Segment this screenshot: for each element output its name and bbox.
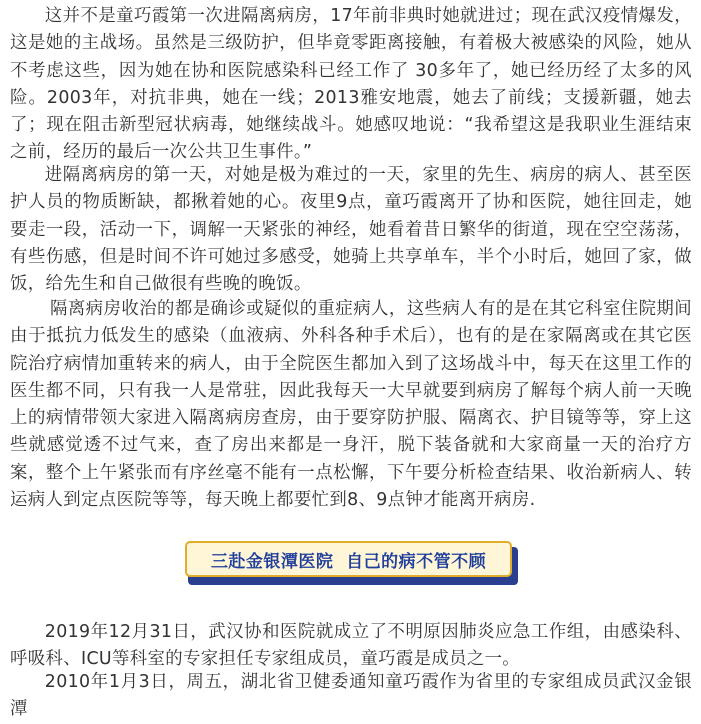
section-heading: 三赴金银潭医院 自己的病不管不顾 [210, 551, 487, 572]
paragraph: 进隔离病房的第一天，对她是极为难过的一天，家里的先生、病房的病人、甚至医护人员的物质断缺，都揪着她的心。夜里9点，童巧霞离开了协和医院，她往回走，她要走一段，活动一下，调解一天紧张的神经，她看着昔日繁华的街道，现在空空荡荡，有些伤感，但是时间不许可她过多感受，她骑上共享单车，半个小时后，她回了家，做饭，给先生和自己做很有些晚的晚饭。 [10, 165, 692, 295]
paragraph: 2019年12月31日，武汉协和医院就成立了不明原因肺炎应急工作组，由感染科、呼吸科、ICU等科室的专家担任专家组成员，童巧霞是成员之一。 [10, 622, 692, 670]
paragraph: 这并不是童巧霞第一次进隔离病房，17年前非典时她就进过；现在武汉疫情爆发，这是她的主战场。虽然是三级防护，但毕竟零距离接触，有着极大被感染的风险，她从不考虑这些，因为她在协和医院感染科已经工作了 30多年了，她已经历经了太多的风险。2003年，对抗非典，她在一线；2013雅安地震，她去了前线；支援新疆，她去了；现在阻击新型冠状病毒，她继续战斗。她感叹地说：“我希望这是我职业生涯结束之前，经历的最后一次公共卫生事件。” [10, 6, 692, 163]
section-heading-box [185, 541, 512, 577]
paragraph: 隔离病房收治的都是确诊或疑似的重症病人，这些病人有的是在其它科室住院期间由于抵抗力低发生的感染（血液病、外科各种手术后），也有的是在家隔离或在其它医院治疗病情加重转来的病人，由于全院医生都加入到了这场战斗中，每天在这里工作的医生都不同，只有我一人是常驻，因此我每天一大早就要到病房了解每个病人前一天晚上的病情带领大家进入隔离病房查房，由于要穿防护服、隔离衣、护目镜等等，穿上这些就感觉透不过气来，查了房出来都是一身汗，脱下装备就和大家商量一天的治疗方案，整个上午紧张而有序丝毫不能有一点松懈，下午要分析检查结果、收治新病人、转运病人到定点医院等等，每天晚上都要忙到8、9点钟才能离开病房. [10, 299, 692, 511]
section-heading-banner [185, 541, 518, 585]
paragraph: 2010年1月3日，周五，湖北省卫健委通知童巧霞作为省里的专家组成员武汉金银潭 [10, 672, 692, 720]
